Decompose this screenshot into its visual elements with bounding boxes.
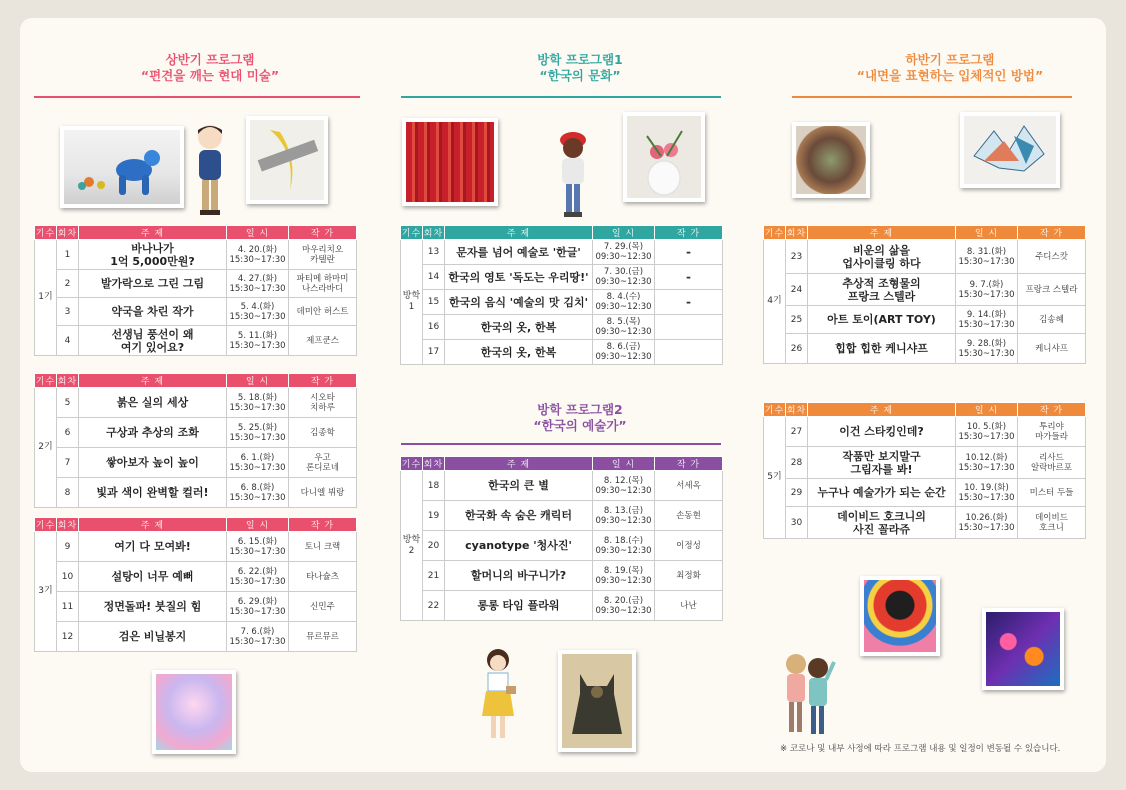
author-cell: 데이비드 호크니	[1018, 507, 1086, 539]
author-cell: 김송혜	[1018, 306, 1086, 334]
date-cell: 8. 13.(금) 09:30~12:30	[593, 501, 655, 531]
topic-cell: 한국의 큰 별	[445, 471, 593, 501]
rule-purple	[401, 443, 721, 445]
session-number: 14	[423, 265, 445, 290]
session-number: 7	[57, 448, 79, 478]
table-row	[35, 298, 357, 326]
topic-cell: 여기 다 모여봐!	[79, 532, 227, 562]
frank-stella-sculpture-image	[960, 112, 1060, 188]
topic-cell: 롱롱 타임 플라워	[445, 591, 593, 621]
table-row	[401, 471, 723, 501]
heading-second-half-line1: 하반기 프로그램	[905, 52, 995, 67]
pastel-sculpture-image	[152, 670, 236, 754]
table-row	[401, 501, 723, 531]
author-cell: 신민주	[289, 592, 357, 622]
session-number: 21	[423, 561, 445, 591]
table-row	[35, 418, 357, 448]
girl-red-hat-illustration	[556, 130, 590, 220]
table-row	[764, 447, 1086, 479]
header-author: 작 가	[289, 518, 357, 532]
header-date: 일 시	[227, 518, 289, 532]
header-hoecha: 회차	[57, 518, 79, 532]
topic-cell: 누구나 예술가가 되는 순간	[808, 479, 956, 507]
topic-cell: 검은 비닐봉지	[79, 622, 227, 652]
header-topic: 주 제	[445, 457, 593, 471]
session-number: 3	[57, 298, 79, 326]
red-installation-image	[402, 118, 498, 206]
table-row	[764, 507, 1086, 539]
date-cell: 7. 6.(화) 15:30~17:30	[227, 622, 289, 652]
session-number: 6	[57, 418, 79, 448]
date-cell: 6. 1.(화) 15:30~17:30	[227, 448, 289, 478]
date-cell: 5. 25.(화) 15:30~17:30	[227, 418, 289, 448]
header-hoecha: 회차	[786, 403, 808, 417]
author-cell: 주디스캇	[1018, 240, 1086, 274]
author-cell	[655, 315, 723, 340]
author-cell: 손동현	[655, 501, 723, 531]
table-period-1	[34, 225, 357, 356]
topic-cell: 바나나가 1억 5,000만원?	[79, 240, 227, 270]
table-period-4	[763, 225, 1086, 364]
header-topic: 주 제	[445, 226, 593, 240]
author-cell: -	[655, 240, 723, 265]
header-gisu: 기수	[764, 403, 786, 417]
heading-second-half	[820, 52, 1080, 84]
table-header-row	[401, 457, 723, 471]
author-cell: 제프쿤스	[289, 326, 357, 356]
header-topic: 주 제	[79, 226, 227, 240]
table-row	[764, 417, 1086, 447]
banana-icon	[250, 120, 324, 200]
author-cell: 리사드 알락바르포	[1018, 447, 1086, 479]
header-gisu: 기수	[401, 457, 423, 471]
author-cell: 최정화	[655, 561, 723, 591]
table-row	[764, 479, 1086, 507]
session-number: 26	[786, 334, 808, 364]
header-topic: 주 제	[808, 403, 956, 417]
author-cell: 시오타 치하루	[289, 388, 357, 418]
header-hoecha: 회차	[57, 226, 79, 240]
heading-second-half-line2: “내면을 표현하는 입체적인 방법”	[856, 68, 1044, 83]
table-header-row	[35, 518, 357, 532]
table-row	[401, 531, 723, 561]
header-author: 작 가	[289, 226, 357, 240]
two-kids-illustration	[780, 646, 836, 744]
session-number: 27	[786, 417, 808, 447]
period-label: 3기	[35, 532, 57, 652]
rule-orange	[792, 96, 1072, 98]
date-cell: 10.12.(화) 15:30~17:30	[956, 447, 1018, 479]
session-number: 18	[423, 471, 445, 501]
date-cell: 10. 5.(화) 15:30~17:30	[956, 417, 1018, 447]
table-period-3	[34, 517, 357, 652]
table-vacation-2	[400, 456, 723, 621]
banana-artwork-image	[246, 116, 328, 204]
table-header-row	[35, 374, 357, 388]
header-author: 작 가	[1018, 226, 1086, 240]
heading-vacation1	[450, 52, 710, 84]
table-row	[764, 240, 1086, 274]
session-number: 24	[786, 274, 808, 306]
topic-cell: 한국의 옷, 한복	[445, 340, 593, 365]
topic-cell: 이건 스타킹인데?	[808, 417, 956, 447]
textile-sculpture-image	[792, 122, 870, 198]
table-row	[401, 561, 723, 591]
table-row	[35, 240, 357, 270]
topic-cell: 추상적 조형물의 프랑크 스텔라	[808, 274, 956, 306]
author-cell: 마우리치오 카텔란	[289, 240, 357, 270]
header-date: 일 시	[593, 457, 655, 471]
header-hoecha: 회차	[786, 226, 808, 240]
session-number: 30	[786, 507, 808, 539]
period-label: 1기	[35, 240, 57, 356]
author-cell: 뮤르뮤르	[289, 622, 357, 652]
session-number: 29	[786, 479, 808, 507]
header-gisu: 기수	[35, 374, 57, 388]
topic-cell: 한국의 영토 '독도는 우리땅!'	[445, 265, 593, 290]
header-author: 작 가	[655, 457, 723, 471]
author-cell: 다니엘 뷔랑	[289, 478, 357, 508]
table-row	[401, 290, 723, 315]
table-row	[35, 622, 357, 652]
date-cell: 8. 12.(목) 09:30~12:30	[593, 471, 655, 501]
session-number: 1	[57, 240, 79, 270]
heading-first-half	[80, 52, 340, 84]
topic-cell: cyanotype '청사진'	[445, 531, 593, 561]
author-cell: 이정성	[655, 531, 723, 561]
topic-cell: 작품만 보지말구 그림자를 봐!	[808, 447, 956, 479]
header-topic: 주 제	[79, 374, 227, 388]
session-number: 5	[57, 388, 79, 418]
topic-cell: 붉은 실의 세상	[79, 388, 227, 418]
table-row	[35, 270, 357, 298]
date-cell: 7. 29.(목) 09:30~12:30	[593, 240, 655, 265]
flower-vase-image	[623, 112, 705, 202]
table-row	[401, 315, 723, 340]
kenny-scharf-room-image	[982, 608, 1064, 690]
date-cell: 4. 20.(화) 15:30~17:30	[227, 240, 289, 270]
topic-cell: 구상과 추상의 조화	[79, 418, 227, 448]
topic-cell: 힙합 힙한 케니샤프	[808, 334, 956, 364]
date-cell: 10.26.(화) 15:30~17:30	[956, 507, 1018, 539]
header-hoecha: 회차	[423, 457, 445, 471]
period-label: 방학 1	[401, 240, 423, 365]
author-cell: 서세옥	[655, 471, 723, 501]
date-cell: 6. 8.(화) 15:30~17:30	[227, 478, 289, 508]
heading-first-half-line1: 상반기 프로그램	[165, 52, 255, 67]
author-cell: 토니 크랙	[289, 532, 357, 562]
header-hoecha: 회차	[423, 226, 445, 240]
header-author: 작 가	[289, 374, 357, 388]
topic-cell: 데이비드 호크니의 사진 꼴라쥬	[808, 507, 956, 539]
author-cell: 프랑크 스텔라	[1018, 274, 1086, 306]
session-number: 28	[786, 447, 808, 479]
boy-illustration	[192, 122, 228, 218]
date-cell: 5. 18.(화) 15:30~17:30	[227, 388, 289, 418]
date-cell: 8. 20.(금) 09:30~12:30	[593, 591, 655, 621]
author-cell: 나난	[655, 591, 723, 621]
table-row	[401, 240, 723, 265]
table-header-row	[35, 226, 357, 240]
table-row	[35, 388, 357, 418]
date-cell: 6. 22.(화) 15:30~17:30	[227, 562, 289, 592]
header-date: 일 시	[227, 226, 289, 240]
table-row	[35, 478, 357, 508]
date-cell: 5. 11.(화) 15:30~17:30	[227, 326, 289, 356]
batman-painting-image	[558, 650, 636, 752]
table-row	[35, 326, 357, 356]
heading-vacation2-line1: 방학 프로그램2	[537, 402, 623, 417]
abstract-sculpture-icon	[964, 116, 1056, 184]
period-label: 2기	[35, 388, 57, 508]
heading-vacation2-line2: “한국의 예술가”	[533, 418, 627, 433]
date-cell: 8. 18.(수) 09:30~12:30	[593, 531, 655, 561]
author-cell: 데미안 허스트	[289, 298, 357, 326]
heading-first-half-line2: “편견을 깨는 현대 미술”	[140, 68, 280, 83]
table-row	[35, 448, 357, 478]
table-row	[764, 334, 1086, 364]
header-topic: 주 제	[808, 226, 956, 240]
topic-cell: 정면돌파! 붓질의 힘	[79, 592, 227, 622]
topic-cell: 선생님 풍선이 왜 여기 있어요?	[79, 326, 227, 356]
author-cell: 케니샤프	[1018, 334, 1086, 364]
session-number: 19	[423, 501, 445, 531]
art-toy-image	[860, 576, 940, 656]
date-cell: 7. 30.(금) 09:30~12:30	[593, 265, 655, 290]
session-number: 25	[786, 306, 808, 334]
author-cell: 타나슐츠	[289, 562, 357, 592]
topic-cell: 비운의 삶을 업사이클링 하다	[808, 240, 956, 274]
author-cell: 미스터 두들	[1018, 479, 1086, 507]
balloon-dog-icon	[64, 130, 180, 204]
table-row	[35, 592, 357, 622]
header-gisu: 기수	[401, 226, 423, 240]
header-gisu: 기수	[764, 226, 786, 240]
heading-vacation1-line1: 방학 프로그램1	[537, 52, 623, 67]
date-cell: 9. 14.(화) 15:30~17:30	[956, 306, 1018, 334]
topic-cell: 쌓아보자 높이 높이	[79, 448, 227, 478]
author-cell: 파티메 하마미 나스라바디	[289, 270, 357, 298]
session-number: 4	[57, 326, 79, 356]
header-hoecha: 회차	[57, 374, 79, 388]
session-number: 20	[423, 531, 445, 561]
topic-cell: 문자를 넘어 예술로 '한글'	[445, 240, 593, 265]
flower-vase-icon	[627, 116, 701, 198]
header-date: 일 시	[956, 226, 1018, 240]
topic-cell: 한국의 옷, 한복	[445, 315, 593, 340]
table-row	[764, 274, 1086, 306]
girl-with-basket-illustration	[478, 646, 518, 746]
period-label: 방학 2	[401, 471, 423, 621]
session-number: 15	[423, 290, 445, 315]
session-number: 12	[57, 622, 79, 652]
table-period-5	[763, 402, 1086, 539]
balloon-dog-artwork-image	[60, 126, 184, 208]
topic-cell: 아트 토이(ART TOY)	[808, 306, 956, 334]
brochure-page	[20, 18, 1106, 772]
date-cell: 4. 27.(화) 15:30~17:30	[227, 270, 289, 298]
header-gisu: 기수	[35, 226, 57, 240]
date-cell: 8. 4.(수) 09:30~12:30	[593, 290, 655, 315]
table-row	[401, 340, 723, 365]
table-row	[764, 306, 1086, 334]
table-row	[401, 265, 723, 290]
date-cell: 6. 29.(화) 15:30~17:30	[227, 592, 289, 622]
header-topic: 주 제	[79, 518, 227, 532]
session-number: 8	[57, 478, 79, 508]
author-cell: -	[655, 265, 723, 290]
author-cell: 투리야 마가들라	[1018, 417, 1086, 447]
table-header-row	[401, 226, 723, 240]
period-label: 5기	[764, 417, 786, 539]
table-row	[401, 591, 723, 621]
date-cell: 8. 6.(금) 09:30~12:30	[593, 340, 655, 365]
header-date: 일 시	[956, 403, 1018, 417]
topic-cell: 한국의 음식 '예술의 맛 김치'	[445, 290, 593, 315]
date-cell: 8. 31.(화) 15:30~17:30	[956, 240, 1018, 274]
session-number: 23	[786, 240, 808, 274]
rule-teal	[401, 96, 721, 98]
date-cell: 6. 15.(화) 15:30~17:30	[227, 532, 289, 562]
topic-cell: 할머니의 바구니가?	[445, 561, 593, 591]
header-date: 일 시	[593, 226, 655, 240]
session-number: 17	[423, 340, 445, 365]
table-period-2	[34, 373, 357, 508]
date-cell: 8. 19.(목) 09:30~12:30	[593, 561, 655, 591]
topic-cell: 빛과 색이 완벽할 컬러!	[79, 478, 227, 508]
author-cell: 우고 론디로네	[289, 448, 357, 478]
bat-figure-icon	[562, 654, 632, 748]
header-author: 작 가	[655, 226, 723, 240]
author-cell: -	[655, 290, 723, 315]
date-cell: 8. 5.(목) 09:30~12:30	[593, 315, 655, 340]
topic-cell: 설탕이 너무 예뻐	[79, 562, 227, 592]
date-cell: 10. 19.(화) 15:30~17:30	[956, 479, 1018, 507]
header-author: 작 가	[1018, 403, 1086, 417]
session-number: 16	[423, 315, 445, 340]
session-number: 13	[423, 240, 445, 265]
heading-vacation1-line2: “한국의 문화”	[539, 68, 621, 83]
footnote: ※ 코로나 및 내부 사정에 따라 프로그램 내용 및 일정이 변동될 수 있습니다.	[780, 744, 1061, 754]
rule-pink	[34, 96, 360, 98]
date-cell: 9. 28.(화) 15:30~17:30	[956, 334, 1018, 364]
header-gisu: 기수	[35, 518, 57, 532]
session-number: 10	[57, 562, 79, 592]
table-vacation-1	[400, 225, 723, 365]
session-number: 11	[57, 592, 79, 622]
session-number: 22	[423, 591, 445, 621]
period-label: 4기	[764, 240, 786, 364]
author-cell	[655, 340, 723, 365]
header-date: 일 시	[227, 374, 289, 388]
topic-cell: 발가락으로 그린 그림	[79, 270, 227, 298]
session-number: 2	[57, 270, 79, 298]
table-row	[35, 562, 357, 592]
table-header-row	[764, 403, 1086, 417]
heading-vacation2	[450, 402, 710, 434]
date-cell: 5. 4.(화) 15:30~17:30	[227, 298, 289, 326]
topic-cell: 약국을 차린 작가	[79, 298, 227, 326]
table-header-row	[764, 226, 1086, 240]
author-cell: 김종학	[289, 418, 357, 448]
topic-cell: 한국화 속 숨은 캐릭터	[445, 501, 593, 531]
table-row	[35, 532, 357, 562]
session-number: 9	[57, 532, 79, 562]
date-cell: 9. 7.(화) 15:30~17:30	[956, 274, 1018, 306]
